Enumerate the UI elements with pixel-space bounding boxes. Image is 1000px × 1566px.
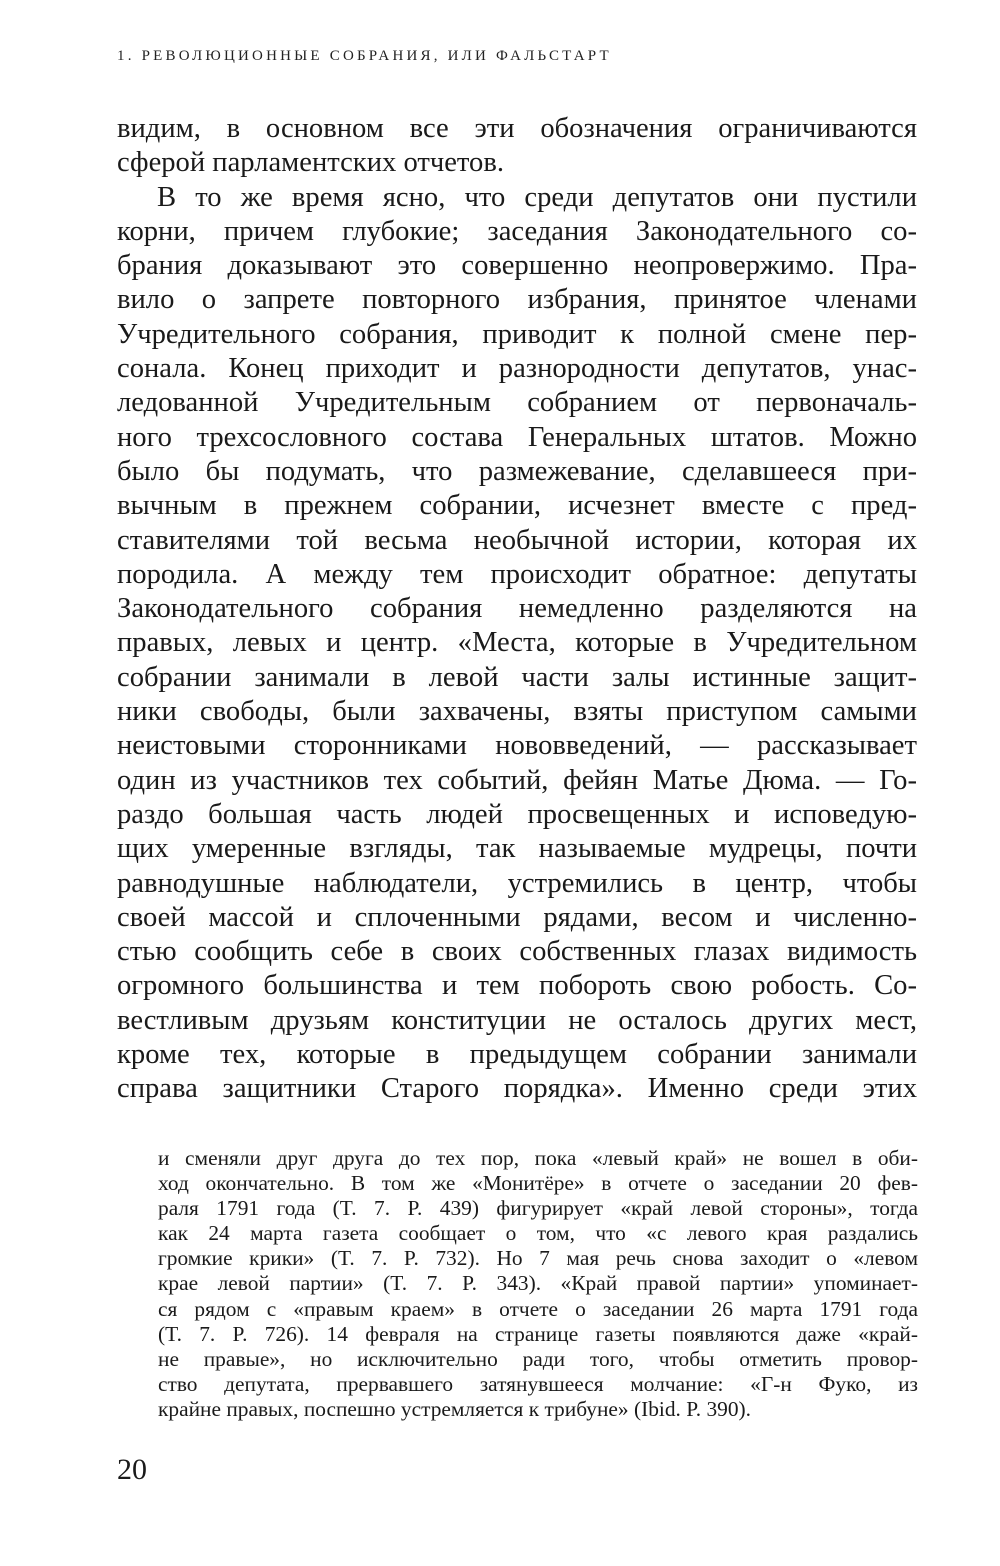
text-line: стью сообщить себе в своих собственных глазах видимость [117,936,917,968]
text-line: породила. А между тем происходит обратное: депутаты [117,558,917,590]
footnote-line: ход окончательно. В том же «Монитёре» в отчете о заседании 20 фев- [158,1171,918,1196]
footnote-line: громкие крики» (T. 7. P. 732). Но 7 мая речь снова заходит о «левом [158,1246,918,1271]
text-line: правых, левых и центр. «Места, которые в Учредительном [117,627,917,659]
text-line: корни, причем глубокие; заседания Законодательного со- [117,215,917,247]
footnote-line: как 24 марта газета сообщает о том, что «с левого края раздались [158,1221,918,1246]
text-line: вычным в прежнем собрании, исчезнет вместе с пред- [117,490,917,522]
footnote-line: не правые», но исключительно ради того, чтобы отметить провор- [158,1346,918,1371]
text-line: сонала. Конец приходит и разнородности депутатов, унас- [117,353,917,385]
text-line: своей массой и сплоченными рядами, весом и численно- [117,901,917,933]
text-line: брания доказывают это совершенно неопровержимо. Пра- [117,250,917,282]
text-line: равнодушные наблюдатели, устремились в центр, чтобы [117,867,917,899]
footnote-line: крае левой партии» (T. 7. P. 343). «Край правой партии» упоминает- [158,1271,918,1296]
text-line: раздо большая часть людей просвещенных и исповедую- [117,798,917,830]
text-line: кроме тех, которые в предыдущем собрании занимали [117,1039,917,1071]
footnote-line: ся рядом с «правым краем» в отчете о заседании 26 марта 1791 года [158,1296,918,1321]
text-line: ледованной Учредительным собранием от первоначаль- [117,387,917,419]
main-text [117,112,917,1107]
page-number: 20 [117,1453,147,1486]
text-line: огромного большинства и тем побороть свою робость. Со- [117,970,917,1002]
text-line: вило о запрете повторного избрания, принятое членами [117,284,917,316]
footnote-line: (T. 7. P. 726). 14 февраля на странице газеты появляются даже «край- [158,1321,918,1346]
footnote-line: ство депутата, прервавшего затянувшееся молчание: «Г-н Фуко, из [158,1371,918,1396]
text-line: справа защитники Старого порядка». Именно среди этих [117,1073,917,1105]
text-line: ного трехсословного состава Генеральных штатов. Можно [117,421,917,453]
text-line: было бы подумать, что размежевание, сделавшееся при- [117,455,917,487]
text-line: Учредительного собрания, приводит к полной смене пер- [117,318,917,350]
text-line: ставителями той весьма необычной истории, которая их [117,524,917,556]
text-line: Законодательного собрания немедленно разделяются на [117,593,917,625]
footnote-line: раля 1791 года (T. 7. P. 439) фигурирует «край левой стороны», тогда [158,1196,918,1221]
text-line: щих умеренные взгляды, так называемые мудрецы, почти [117,833,917,865]
text-line: В то же время ясно, что среди депутатов они пустили [157,181,917,213]
text-line: собрании занимали в левой части залы истинные защит- [117,661,917,693]
footnote-line: и сменяли друг друга до тех пор, пока «левый край» не вошел в оби- [158,1146,918,1170]
text-line: вестливым друзьям конституции не осталось других мест, [117,1004,917,1036]
text-line: неистовыми сторонниками нововведений, — рассказывает [117,730,917,762]
footnote [158,1146,918,1422]
text-line: ники свободы, были захвачены, взяты приступом самыми [117,696,917,728]
text-line: видим, в основном все эти обозначения ограничиваются [117,113,917,144]
text-line: сферой парламентских отчетов. [117,147,504,179]
running-head: 1. РЕВОЛЮЦИОННЫЕ СОБРАНИЯ, ИЛИ ФАЛЬСТАРТ [117,48,612,64]
text-line: один из участников тех событий, фейян Матье Дюма. — Го- [117,764,917,796]
footnote-line: крайне правых, поспешно устремляется к трибуне» (Ibid. P. 390). [158,1396,752,1421]
